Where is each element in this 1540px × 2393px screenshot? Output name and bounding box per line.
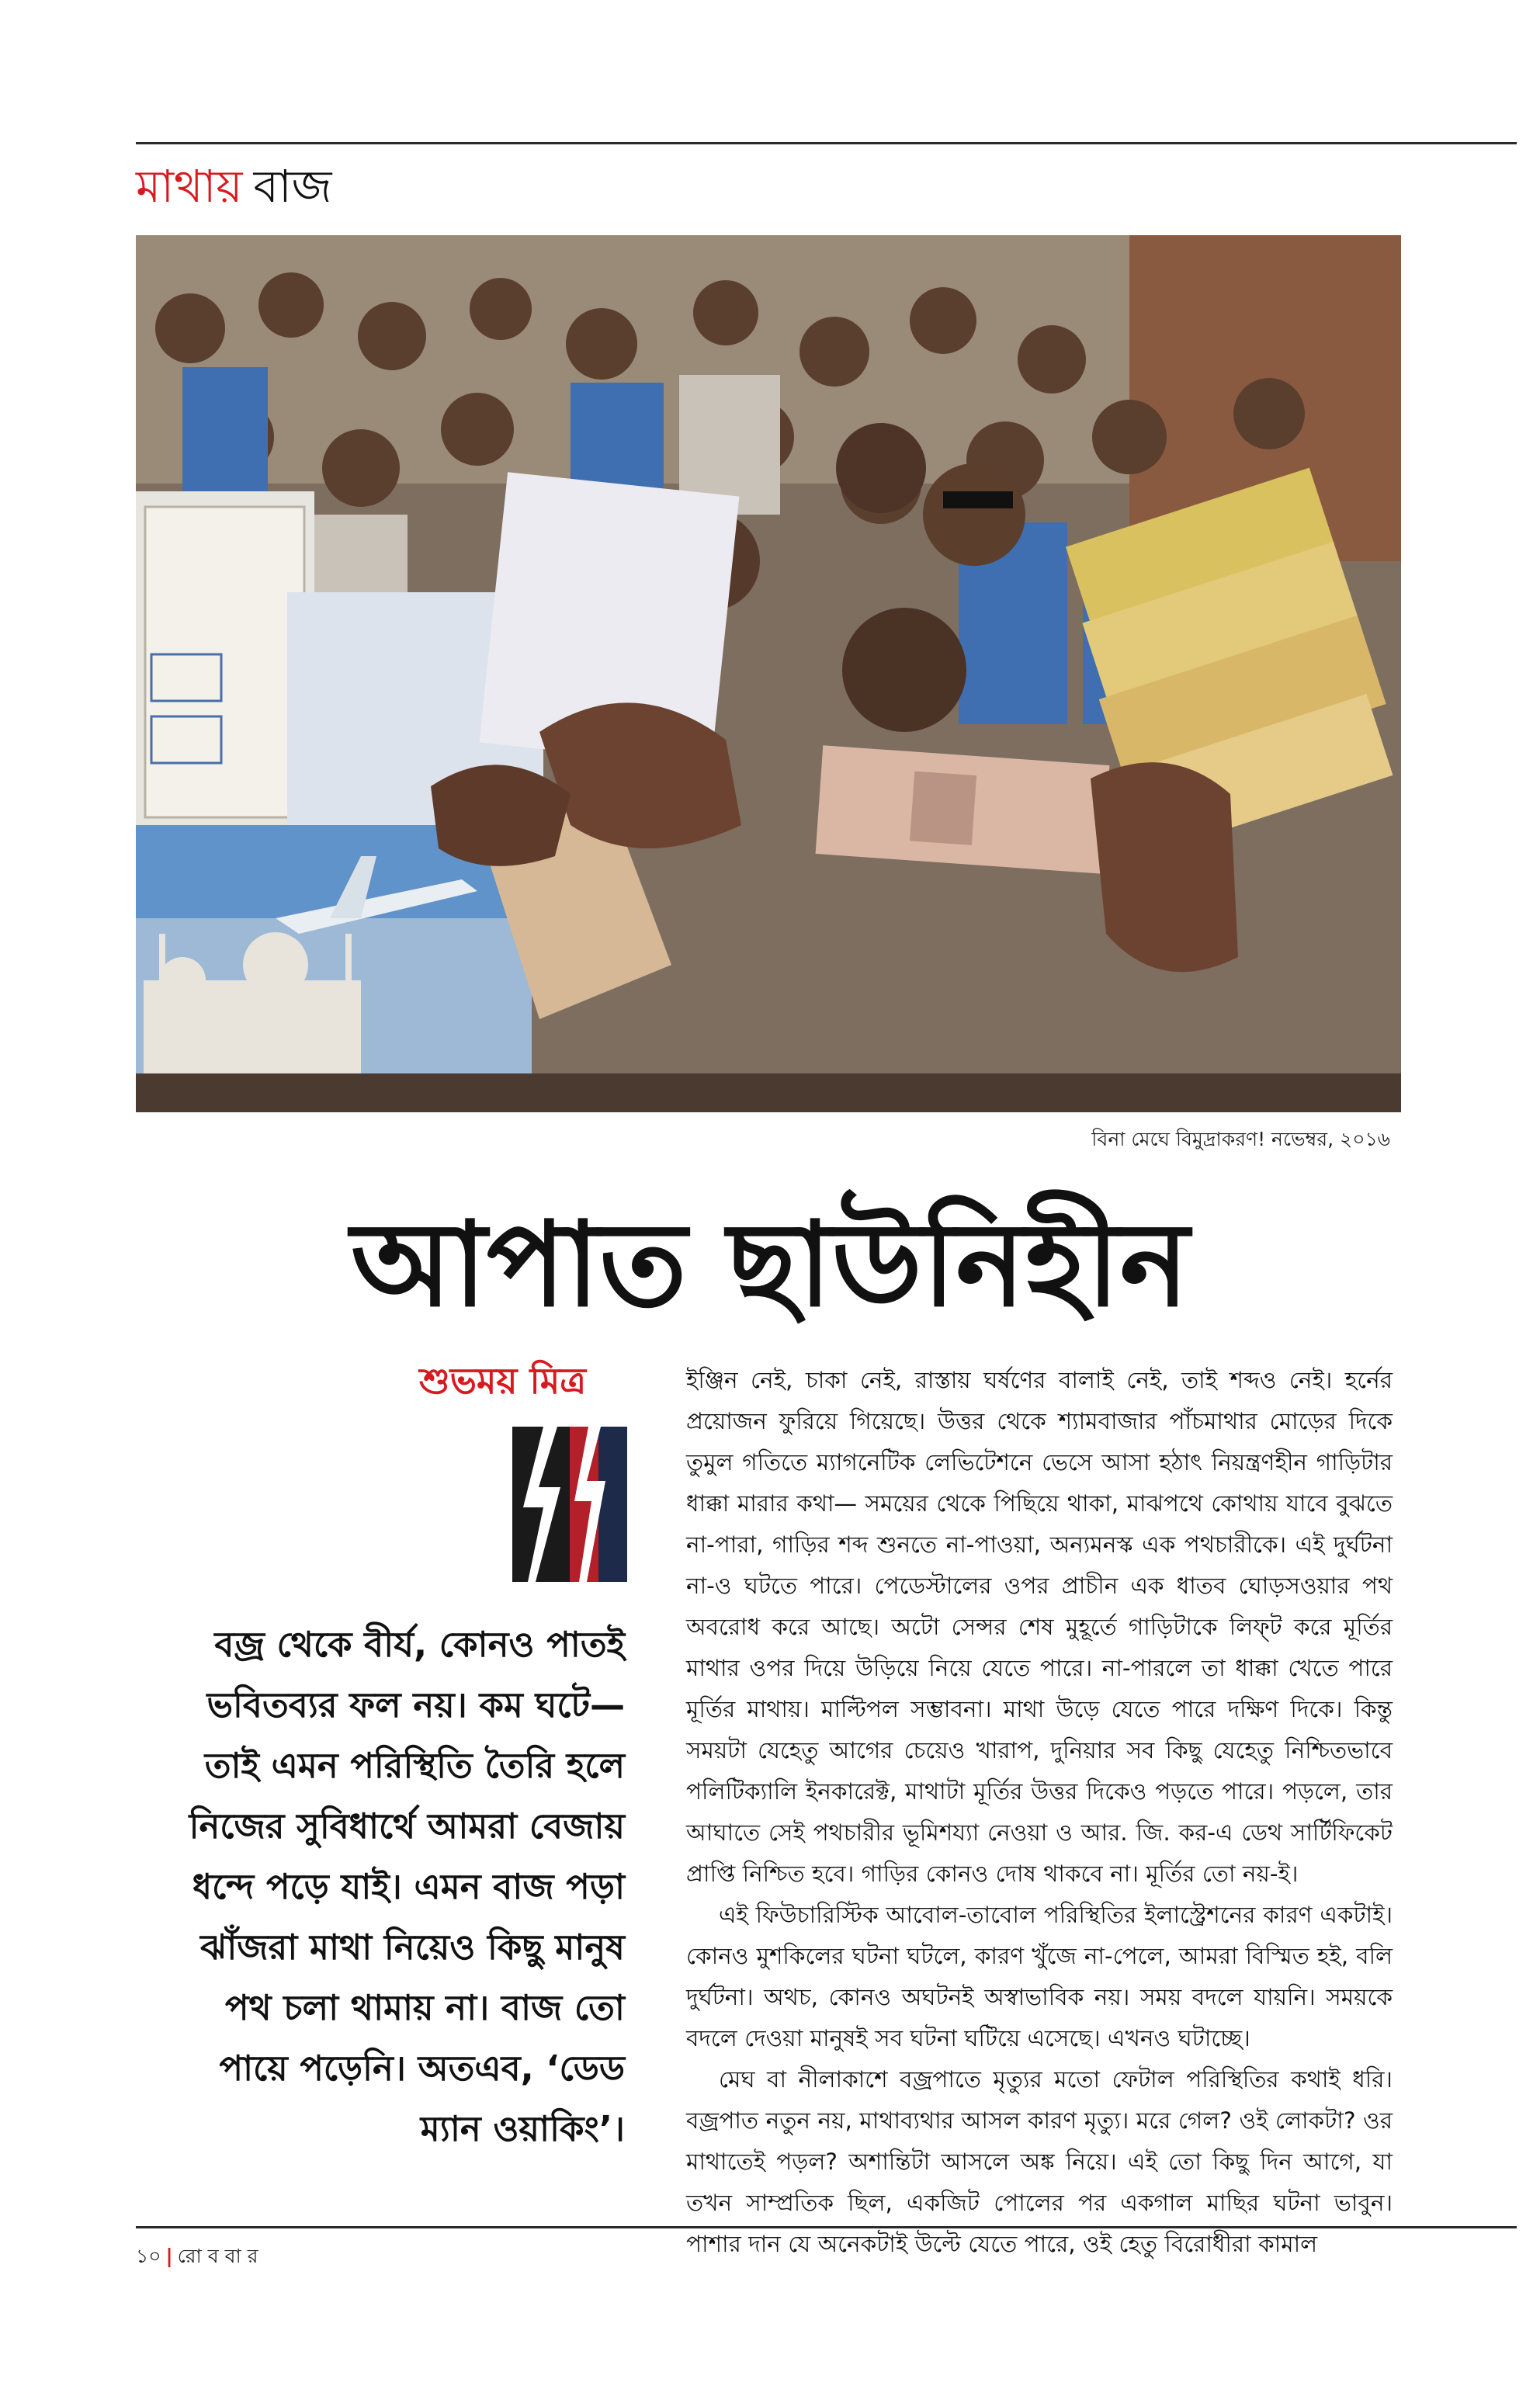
folio-separator: | [165, 2245, 173, 2267]
section-title [136, 159, 332, 213]
pull-quote: বজ্র থেকে বীর্য, কোনও পাতই ভবিতব্যর ফল নয়। কম ঘটে— তাই এমন পরিস্থিতি তৈরি হলে নিজের সুবিধার্থে আমরা বেজায় ধন্দে পড়ে যাই। এমন বাজ পড়া ঝাঁজরা মাথা নিয়েও কিছু মানুষ পথ চলা থামায় না। বাজ তো পায়ে পড়েনি। অতএব, ‘ডেড ম্যান ওয়াকিং’। [189, 1624, 625, 2149]
body-paragraph: এই ফিউচারিস্টিক আবোল-তাবোল পরিস্থিতির ইলাস্ট্রেশনের কারণ একটাই। কোনও মুশকিলের ঘটনা ঘটলে, কারণ খুঁজে না-পেলে, আমরা বিস্মিত হই, বলি দুর্ঘটনা। অথচ, কোনও অঘটনই অস্বাভাবিক নয়। সময় বদলে যায়নি। সময়কে বদলে দেওয়া মানুষই সব ঘটনা ঘটিয়ে এসেছে। এখনও ঘটাচ্ছে। [686, 1902, 1393, 2051]
bottom-rule [136, 2226, 1517, 2228]
body-paragraph: ইঞ্জিন নেই, চাকা নেই, রাস্তায় ঘর্ষণের বালাই নেই, তাই শব্দও নেই। হর্নের প্রয়োজন ফুরিয়ে গিয়েছে। উত্তর থেকে শ্যামবাজার পাঁচমাথার মোড়ের দিকে তুমুল গতিতে ম্যাগনেটিক লেভিটেশনে ভেসে আসা হঠাৎ নিয়ন্ত্রণহীন গাড়িটার ধাক্কা মারার কথা— সময়ের থেকে পিছিয়ে থাকা, মাঝপথে কোথায় যাবে বুঝতে না-পারা, গাড়ির শব্দ শুনতে না-পাওয়া, অন্যমনস্ক এক পথচারীকে। এই দুর্ঘটনা না-ও ঘটতে পারে। পেডেস্টালের ওপর প্রাচীন এক ধাতব ঘোড়সওয়ার পথ অবরোধ করে আছে। অটো সেন্সর শেষ মুহূর্তে গাড়িটাকে লিফ্‌ট করে মূর্তির মাথার ওপর দিয়ে উড়িয়ে নিয়ে যেতে পারে। না-পারলে তা ধাক্কা খেতে পারে মূর্তির মাথায়। মাল্টিপল সম্ভাবনা। মাথা উড়ে যেতে পারে দক্ষিণ দিকে। কিন্তু সময়টা যেহেতু আগের চেয়েও খারাপ, দুনিয়ার সব কিছু যেহেতু নিশ্চিতভাবে পলিটিক্যালি ইনকারেক্ট, মাথাটা মূর্তির উত্তর দিকেও পড়তে পারে। পড়লে, তার আঘাতে সেই পথচারীর ভূমিশয্যা নেওয়া ও আর. জি. কর-এ ডেথ সার্টিফিকেট প্রাপ্তি নিশ্চিত হবে। গাড়ির কোনও দোষ থাকবে না। মূর্তির তো নয়-ই। [686, 1367, 1393, 1887]
page-number: ১০ [136, 2245, 161, 2267]
body-paragraph: মেঘ বা নীলাকাশে বজ্রপাতে মৃত্যুর মতো ফেটাল পরিস্থিতির কথাই ধরি। বজ্রপাত নতুন নয়, মাথাব্যথার আসল কারণ মৃত্যু। মরে গেল? ওই লোকটা? ওর মাথাতেই পড়ল? অশান্তিটা আসলে অঙ্ক নিয়ে। এই তো কিছু দিন আগে, যা তখন সাম্প্রতিক ছিল, একজিট পোলের পর একগাল মাছির ঘটনা ভাবুন। পাশার দান যে অনেকটাই উল্টে যেতে পারে, ওই হেতু বিরোধীরা কামাল [686, 2066, 1393, 2257]
section-title-accent: মাথায় [136, 160, 243, 213]
article-headline: আপাত ছাউনিহীন [351, 1198, 1189, 1333]
section-title-plain: বাজ [253, 160, 332, 213]
crowd-photo-illustration [136, 235, 1401, 1112]
lead-photo [136, 235, 1401, 1112]
page-folio [136, 2241, 258, 2274]
publication-name: রো ব বা র [177, 2245, 258, 2267]
article-body [686, 1360, 1393, 2257]
top-rule [136, 142, 1517, 144]
photo-caption: বিনা মেঘে বিমুদ্রাকরণ! নভেম্বর, ২০১৬ [1091, 1128, 1390, 1150]
lightning-logo-icon [512, 1427, 627, 1582]
author-byline: শুভময় মিত্র [419, 1360, 587, 1402]
